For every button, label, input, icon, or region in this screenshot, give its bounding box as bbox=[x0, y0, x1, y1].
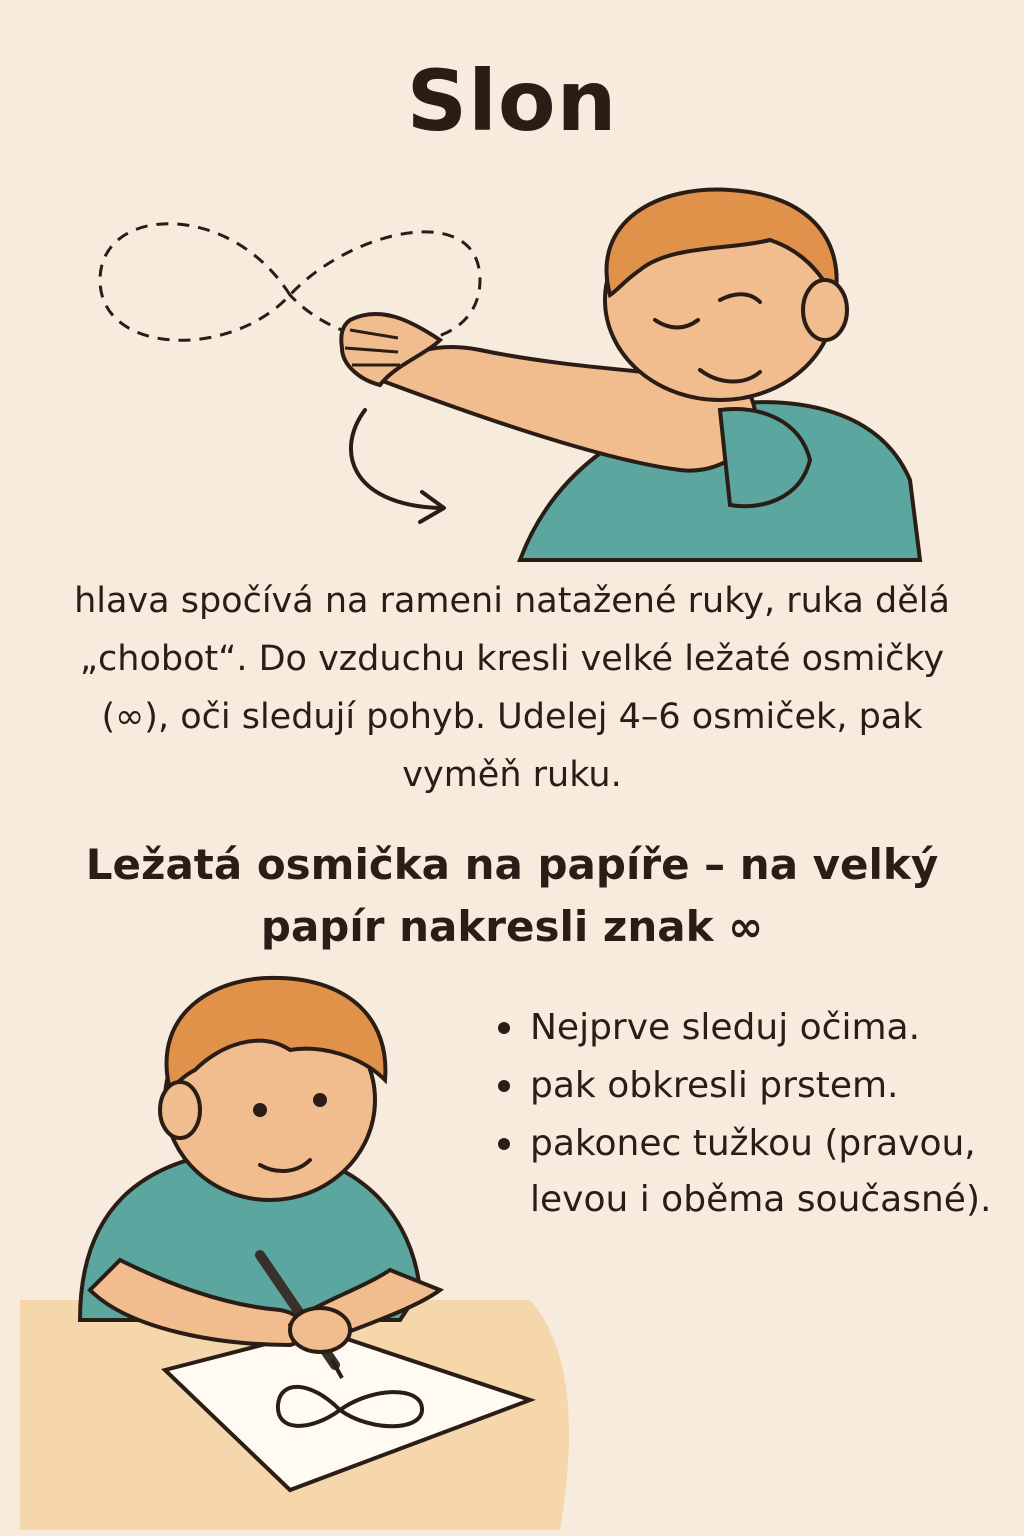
steps-list bbox=[490, 1000, 1010, 1230]
bullet-icon bbox=[498, 1022, 510, 1034]
hand bbox=[290, 1308, 350, 1352]
bullet-icon bbox=[498, 1080, 510, 1092]
elephant-exercise-illustration bbox=[80, 180, 940, 570]
list-item: pakonec tužkou (pravou, levou i oběma současné). bbox=[490, 1116, 1010, 1228]
page-title: Slon bbox=[406, 52, 618, 150]
section-heading: Ležatá osmička na papíře – na velký papír nakresli znak ∞ bbox=[85, 840, 939, 951]
eye bbox=[253, 1103, 267, 1117]
list-item: Nejprve sleduj očima. bbox=[490, 1000, 1010, 1056]
list-item: pak obkresli prstem. bbox=[490, 1058, 1010, 1114]
exercise-description: hlava spočívá na rameni natažené ruky, ruka dělá „chobot“. Do vzduchu kresli velké ležaté osmičky (∞), oči sledují pohyb. Udelej 4–6 osmiček, pak vyměň ruku. bbox=[74, 581, 950, 795]
dashed-infinity-path bbox=[100, 224, 480, 342]
bullet-icon bbox=[498, 1138, 510, 1150]
